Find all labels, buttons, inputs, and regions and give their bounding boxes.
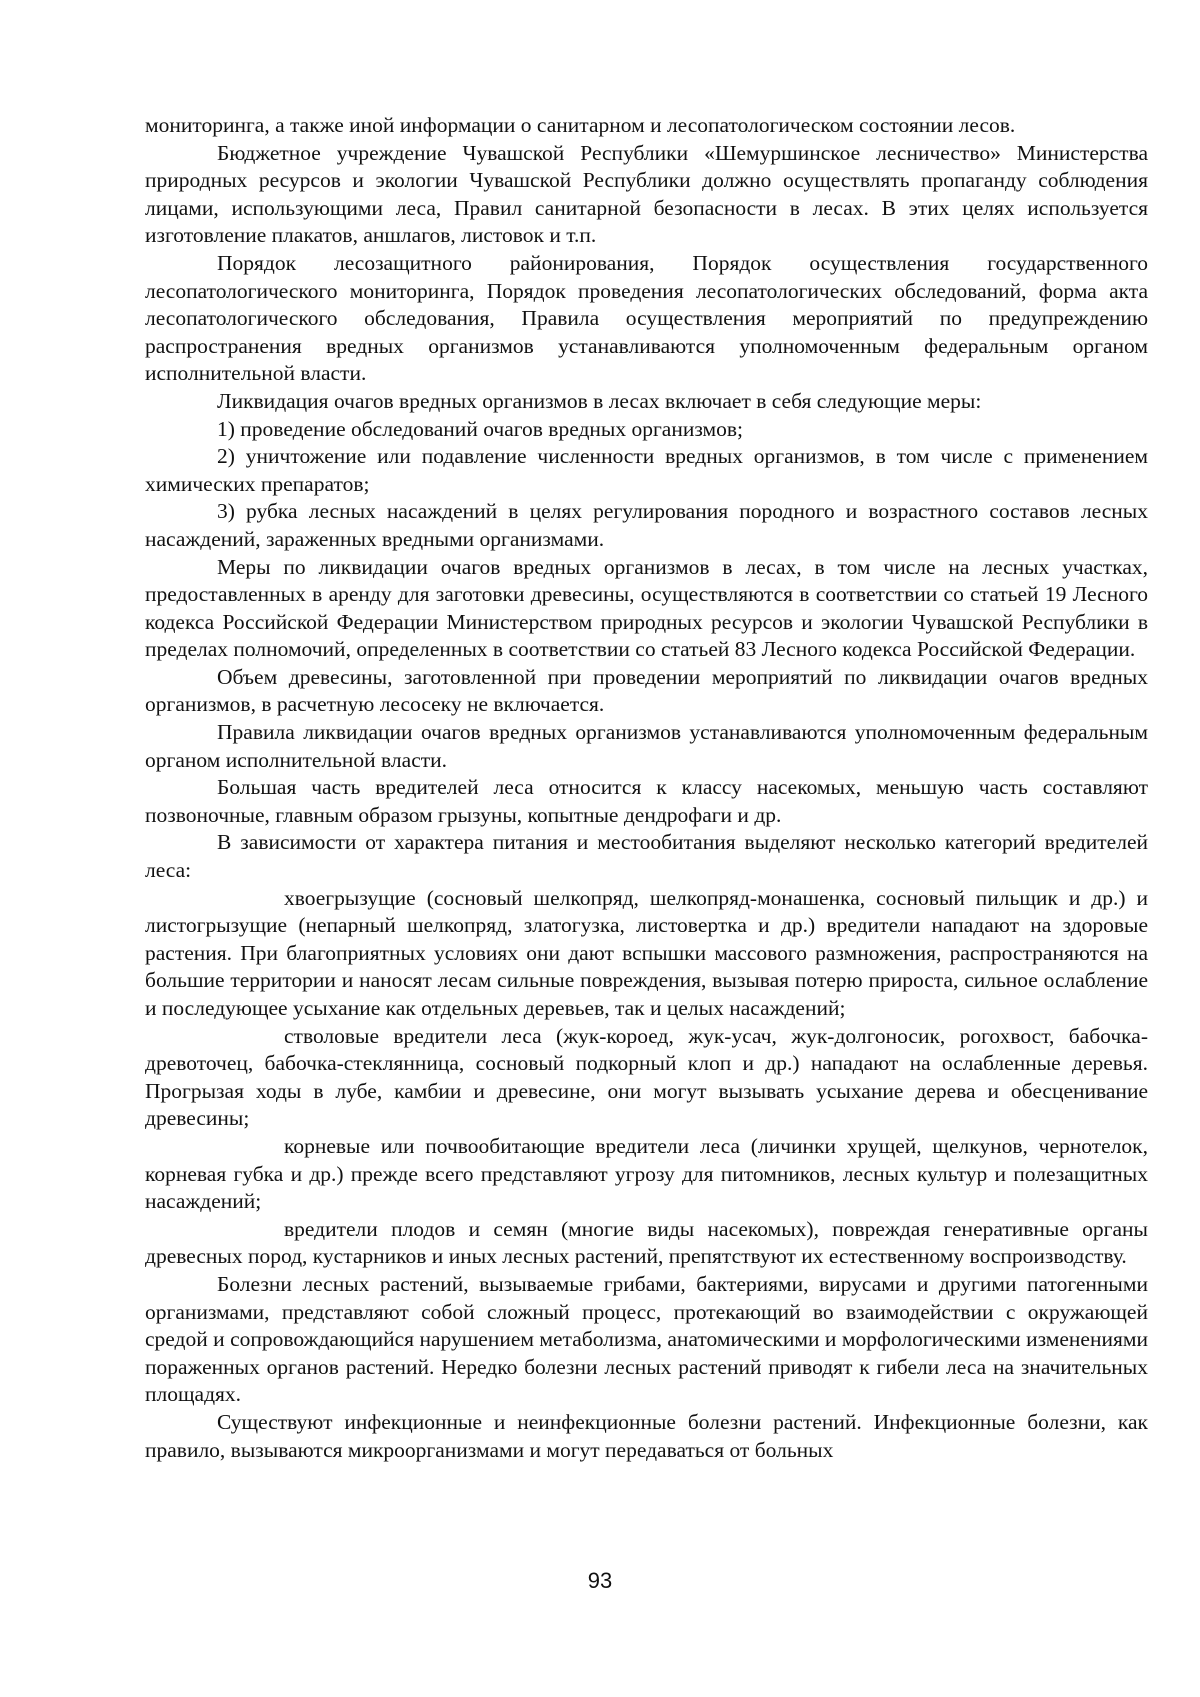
paragraph: Объем древесины, заготовленной при проведении мероприятий по ликвидации очагов вредных организмов, в расчетную лесосеку не включается. <box>145 664 1148 717</box>
list-item: вредители плодов и семян (многие виды насекомых), повреждая генеративные органы древесных пород, кустарников и иных лесных растений, препятствуют их естественному воспроизводству. <box>145 1216 1148 1269</box>
paragraph: Меры по ликвидации очагов вредных организмов в лесах, в том числе на лесных участках, предоставленных в аренду для заготовки древесины, осуществляются в соответствии со статьей 19 Лесного кодекса Российской Федерации Министерством природных ресурсов и экологии Чувашской Республики в пределах полномочий, определенных в соответствии со статьей 83 Лесного кодекса Российской Федерации. <box>145 554 1148 662</box>
document-body <box>145 112 1148 1464</box>
list-item: хвоегрызущие (сосновый шелкопряд, шелкопряд-монашенка, сосновый пильщик и др.) и листогрызущие (непарный шелкопряд, златогузка, листовертка и др.) вредители нападают на здоровые растения. При благоприятных условиях они дают вспышки массового размножения, распространяются на большие территории и наносят лесам сильные повреждения, вызывая потерю прироста, сильное ослабление и последующее усыхание как отдельных деревьев, так и целых насаждений; <box>145 885 1148 1020</box>
list-item: 1) проведение обследований очагов вредных организмов; <box>217 416 744 441</box>
list-item: стволовые вредители леса (жук-короед, жук-усач, жук-долгоносик, рогохвост, бабочка-древоточец, бабочка-стеклянница, сосновый подкорный клоп и др.) нападают на ослабленные деревья. Прогрызая ходы в лубе, камбии и древесине, они могут вызывать усыхание дерева и обесценивание древесины; <box>145 1023 1148 1131</box>
paragraph: Ликвидация очагов вредных организмов в лесах включает в себя следующие меры: <box>217 388 982 413</box>
paragraph: Болезни лесных растений, вызываемые грибами, бактериями, вирусами и другими патогенными организмами, представляют собой сложный процесс, протекающий во взаимодействии с окружающей средой и сопровождающийся нарушением метаболизма, анатомическими и морфологическими изменениями пораженных органов растений. Нередко болезни лесных растений приводят к гибели леса на значительных площадях. <box>145 1271 1148 1407</box>
list-item: 2) уничтожение или подавление численности вредных организмов, в том числе с применением химических препаратов; <box>145 444 1148 496</box>
page-number: 93 <box>587 1568 613 1593</box>
list-item: 3) рубка лесных насаждений в целях регулирования породного и возрастного составов лесных насаждений, зараженных вредными организмами. <box>145 499 1148 551</box>
paragraph: Существуют инфекционные и неинфекционные болезни растений. Инфекционные болезни, как правило, вызываются микроорганизмами и могут передаваться от больных <box>145 1409 1148 1462</box>
paragraph: Правила ликвидации очагов вредных организмов устанавливаются уполномоченным федеральным органом исполнительной власти. <box>145 720 1148 772</box>
paragraph: Бюджетное учреждение Чувашской Республики «Шемуршинское лесничество» Министерства природных ресурсов и экологии Чувашской Республики должно осуществлять пропаганду соблюдения лицами, использующими леса, Правил санитарной безопасности в лесах. В этих целях используется изготовление плакатов, аншлагов, листовок и т.п. <box>145 140 1148 248</box>
paragraph: мониторинга, а также иной информации о санитарном и лесопатологическом состоянии лесов. <box>145 113 1016 137</box>
paragraph: Порядок лесозащитного районирования, Порядок осуществления государственного лесопатологического мониторинга, Порядок проведения лесопатологических обследований, форма акта лесопатологического обследования, Правила осуществления мероприятий по предупреждению распространения вредных организмов устанавливаются уполномоченным федеральным органом исполнительной власти. <box>145 250 1148 386</box>
paragraph: В зависимости от характера питания и местообитания выделяют несколько категорий вредителей леса: <box>145 830 1148 883</box>
paragraph: Большая часть вредителей леса относится к классу насекомых, меньшую часть составляют позвоночные, главным образом грызуны, копытные дендрофаги и др. <box>145 775 1148 827</box>
list-item: корневые или почвообитающие вредители леса (личинки хрущей, щелкунов, чернотелок, корневая губка и др.) прежде всего представляют угрозу для питомников, лесных культур и полезащитных насаждений; <box>145 1133 1148 1214</box>
